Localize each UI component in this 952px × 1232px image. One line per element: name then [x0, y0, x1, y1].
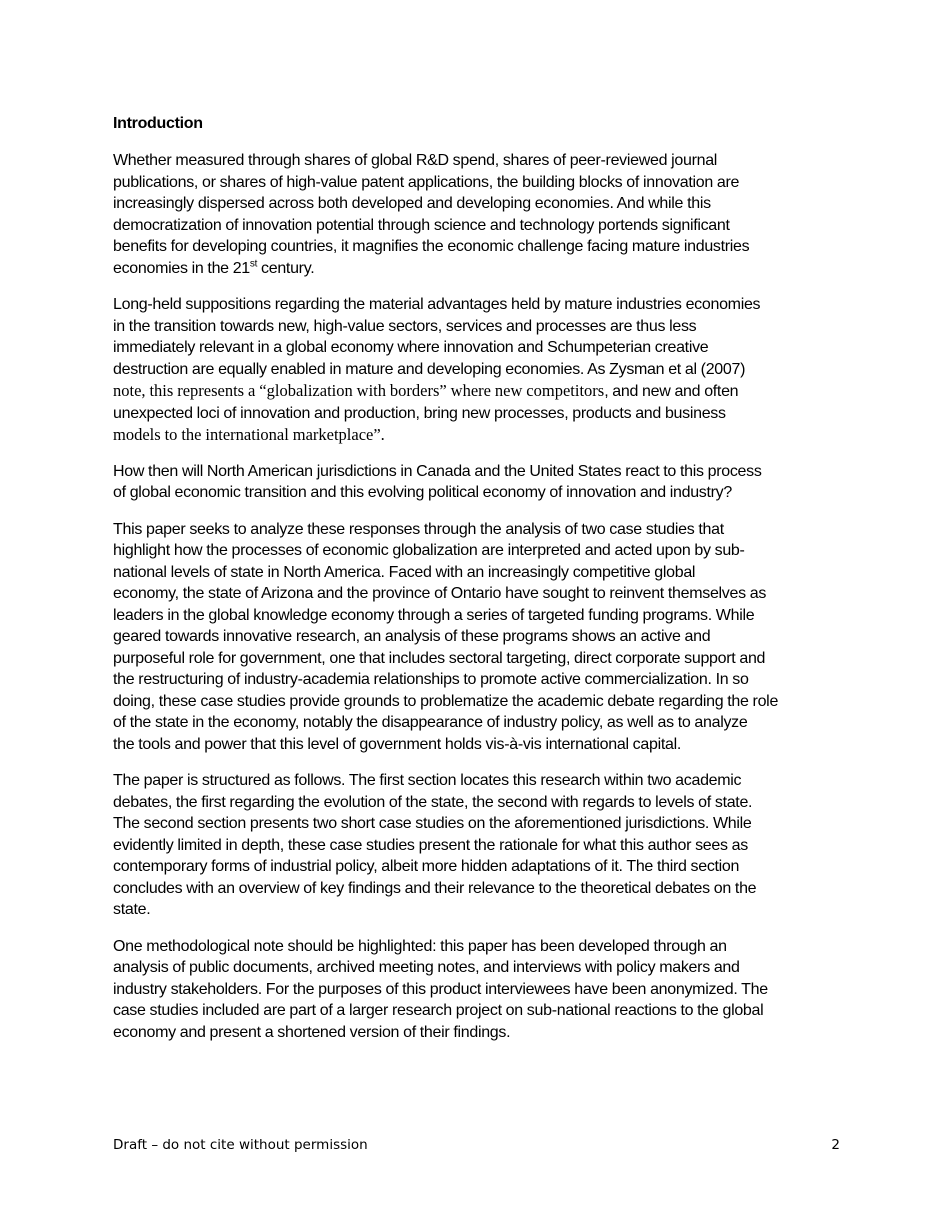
text-line: One methodological note should be highlighted: this paper has been developed through an: [113, 937, 727, 955]
text-line: increasingly dispersed across both developed and developing economies. And while this: [113, 195, 711, 212]
quoted-text-segment: note, this represents a “globalization with borders” where new competitors: [113, 381, 605, 400]
text-line: highlight how the processes of economic globalization are interpreted and acted upon by sub-: [113, 542, 745, 559]
text-line: Whether measured through shares of global R&D spend, shares of peer-reviewed journal: [113, 152, 718, 169]
paragraph-1: [113, 150, 848, 279]
text-line: industry stakeholders. For the purposes of this product interviewees have been anonymized. The: [113, 980, 768, 998]
draft-notice: Draft – do not cite without permission: [113, 1137, 368, 1153]
text-line: debates, the first regarding the evolution of the state, the second with regards to levels of state.: [113, 793, 753, 811]
text-line: [113, 380, 848, 403]
text-line: immediately relevant in a global economy where innovation and Schumpeterian creative: [113, 339, 709, 356]
text-line: economy and present a shortened version of their findings.: [113, 1023, 511, 1041]
text-line: unexpected loci of innovation and production, bring new processes, products and business: [113, 404, 726, 422]
text-line: This paper seeks to analyze these responses through the analysis of two case studies that: [113, 520, 724, 538]
text-line: case studies included are part of a larger research project on sub-national reactions to the global: [113, 1002, 764, 1019]
text-line: leaders in the global knowledge economy through a series of targeted funding programs. While: [113, 606, 755, 624]
text-line: contemporary forms of industrial policy, albeit more hidden adaptations of it. The third section: [113, 858, 740, 875]
text-line: destruction are equally enabled in mature and developing economies. As Zysman et al (2007): [113, 360, 746, 378]
paragraph-3: [113, 461, 848, 504]
text-segment: , and new and often: [604, 383, 739, 400]
text-line: of global economic transition and this evolving political economy of innovation and industry?: [113, 484, 732, 501]
text-line: concludes with an overview of key findings and their relevance to the theoretical debates on the: [113, 879, 757, 897]
text-segment: century.: [257, 259, 315, 277]
text-line: publications, or shares of high-value patent applications, the building blocks of innovation are: [113, 173, 740, 191]
text-line: How then will North American jurisdictions in Canada and the United States react to this process: [113, 462, 762, 480]
text-line: national levels of state in North America. Faced with an increasingly competitive global: [113, 563, 696, 581]
paragraph-2: [113, 294, 848, 446]
text-line: The paper is structured as follows. The first section locates this research within two academic: [113, 772, 742, 789]
text-line: benefits for developing countries, it magnifies the economic challenge facing mature industries: [113, 238, 750, 255]
text-segment: economies in the 21: [113, 259, 250, 277]
page-body: [113, 113, 848, 1058]
text-line: the restructuring of industry-academia relationships to promote active commercialization. In so: [113, 671, 749, 688]
text-line: of the state in the economy, notably the disappearance of industry policy, as well as to analyze: [113, 714, 748, 731]
text-line: the tools and power that this level of government holds vis-à-vis international capital.: [113, 735, 681, 753]
paragraph-5: [113, 770, 848, 921]
paragraph-4: [113, 519, 848, 756]
text-line: The second section presents two short case studies on the aforementioned jurisdictions. While: [113, 815, 752, 832]
text-line: state.: [113, 901, 151, 918]
text-line: in the transition towards new, high-value sectors, services and processes are thus less: [113, 317, 697, 335]
text-line: evidently limited in depth, these case studies present the rationale for what this author sees as: [113, 836, 748, 854]
section-heading: Introduction: [113, 115, 203, 132]
text-line: economy, the state of Arizona and the province of Ontario have sought to reinvent themselves as: [113, 585, 767, 602]
page-footer: [113, 1136, 840, 1154]
text-line: [113, 258, 848, 280]
text-line: geared towards innovative research, an analysis of these programs shows an active and: [113, 628, 711, 645]
text-line: Long-held suppositions regarding the material advantages held by mature industries economies: [113, 296, 761, 313]
text-line: democratization of innovation potential through science and technology portends significant: [113, 216, 730, 234]
ordinal-superscript: st: [249, 258, 258, 270]
text-line: purposeful role for government, one that includes sectoral targeting, direct corporate support and: [113, 649, 766, 667]
text-line: doing, these case studies provide grounds to problematize the academic debate regarding the role: [113, 692, 779, 710]
page-number: 2: [831, 1137, 840, 1153]
paragraph-6: [113, 936, 848, 1044]
quoted-text-line: models to the international marketplace”.: [113, 425, 385, 444]
text-line: analysis of public documents, archived meeting notes, and interviews with policy makers and: [113, 959, 740, 976]
